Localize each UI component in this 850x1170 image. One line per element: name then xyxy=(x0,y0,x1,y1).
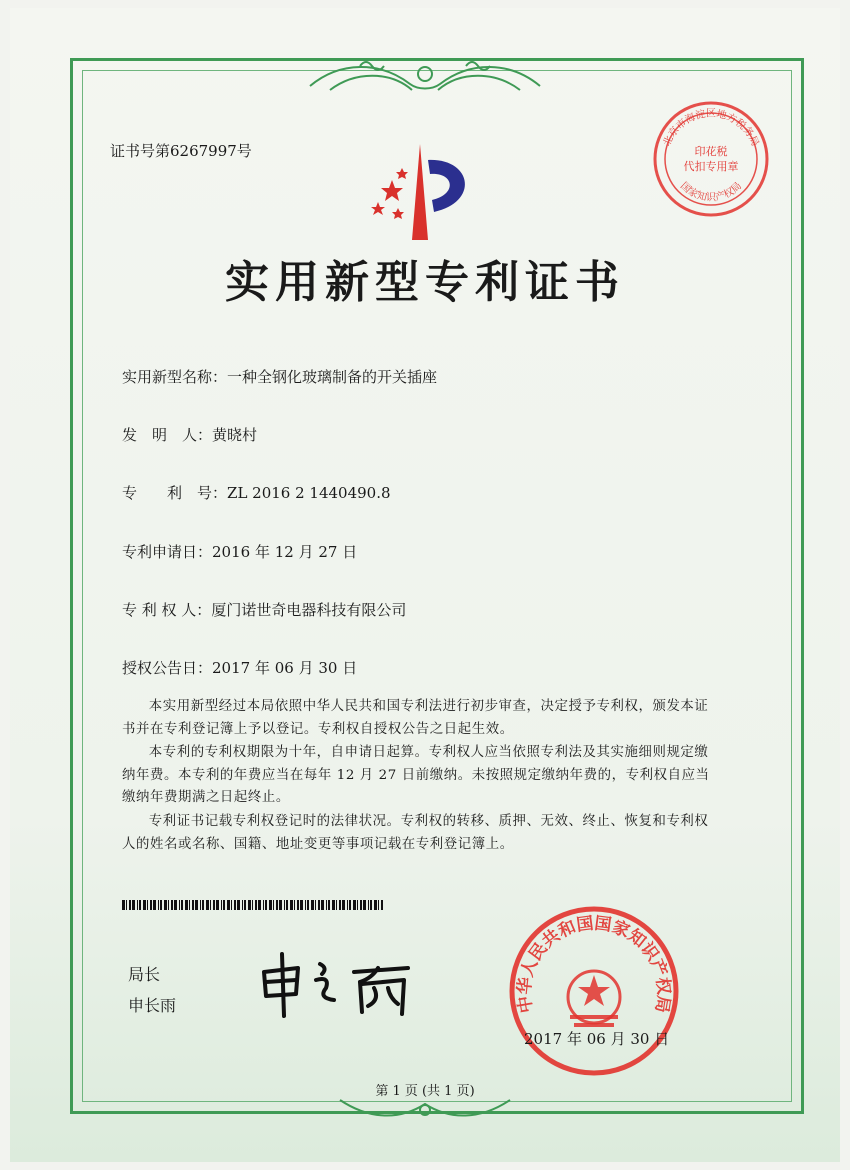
top-ornament-icon xyxy=(300,56,550,102)
certificate-number: 证书号第6267997号 xyxy=(110,142,252,160)
utility-model-name-row xyxy=(122,366,437,387)
seal-date: 2017 年 06 月 30 日 xyxy=(524,1030,670,1048)
paragraph-term-fees: 本专利的专利权期限为十年，自申请日起算。专利权人应当依照专利法及其实施细则规定缴纳年费。本专利的年费应当在每年 12 月 27 日前缴纳。未按照规定缴纳年费的，专利权自应当缴纳年费期满之日起终止。 xyxy=(122,745,710,806)
patent-number-value: ZL 2016 2 1440490.8 xyxy=(227,484,391,502)
barcode-icon xyxy=(122,900,384,910)
svg-text:中华人民共和国国家知识产权局: 中华人民共和国国家知识产权局 xyxy=(514,913,674,1015)
signatory-name: 申长雨 xyxy=(128,996,177,1015)
svg-text:印花税: 印花税 xyxy=(694,145,728,158)
patentee-label: 专 利 权 人： xyxy=(122,601,212,619)
handwritten-signature-icon xyxy=(258,950,438,1020)
signatory-title: 局长 xyxy=(128,965,161,984)
svg-text:代扣专用章: 代扣专用章 xyxy=(683,160,739,173)
svg-text:国家知识产权局: 国家知识产权局 xyxy=(677,180,745,204)
inventor-value: 黄晓村 xyxy=(212,426,258,444)
utility-model-name-value: 一种全钢化玻璃制备的开关插座 xyxy=(227,368,438,386)
utility-model-name-label: 实用新型名称： xyxy=(122,368,228,386)
patentee-row xyxy=(122,599,406,620)
tax-stamp-seal-icon xyxy=(652,100,770,218)
patent-number-row xyxy=(122,482,391,503)
filing-date-row xyxy=(122,541,357,562)
grant-date-label: 授权公告日： xyxy=(122,659,213,677)
paragraph-grant-notice: 本实用新型经过本局依照中华人民共和国专利法进行初步审查，决定授予专利权，颁发本证书并在专利登记簿上予以登记。专利权自授权公告之日起生效。 xyxy=(122,699,709,737)
filing-date-label: 专利申请日： xyxy=(122,543,213,561)
certificate-title: 实用新型专利证书 xyxy=(225,257,625,308)
paragraph-legal-status: 专利证书记载专利权登记时的法律状况。专利权的转移、质押、无效、终止、恢复和专利权人的姓名或名称、国籍、地址变更等事项记载在专利登记簿上。 xyxy=(122,814,709,852)
patent-office-logo-icon xyxy=(362,140,490,248)
grant-date-row xyxy=(122,657,357,678)
page-number: 第 1 页 (共 1 页) xyxy=(375,1084,475,1099)
svg-text:北京市海淀区地方税务局: 北京市海淀区地方税务局 xyxy=(661,108,761,149)
patent-number-label: 专 利 号： xyxy=(122,484,228,502)
inventor-label: 发 明 人： xyxy=(122,426,213,444)
grant-date-value: 2017 年 06 月 30 日 xyxy=(212,659,358,677)
patentee-value: 厦门诺世奇电器科技有限公司 xyxy=(211,601,407,619)
inventor-row xyxy=(122,424,257,445)
national-ip-office-seal-icon xyxy=(508,905,680,1077)
filing-date-value: 2016 年 12 月 27 日 xyxy=(212,543,358,561)
